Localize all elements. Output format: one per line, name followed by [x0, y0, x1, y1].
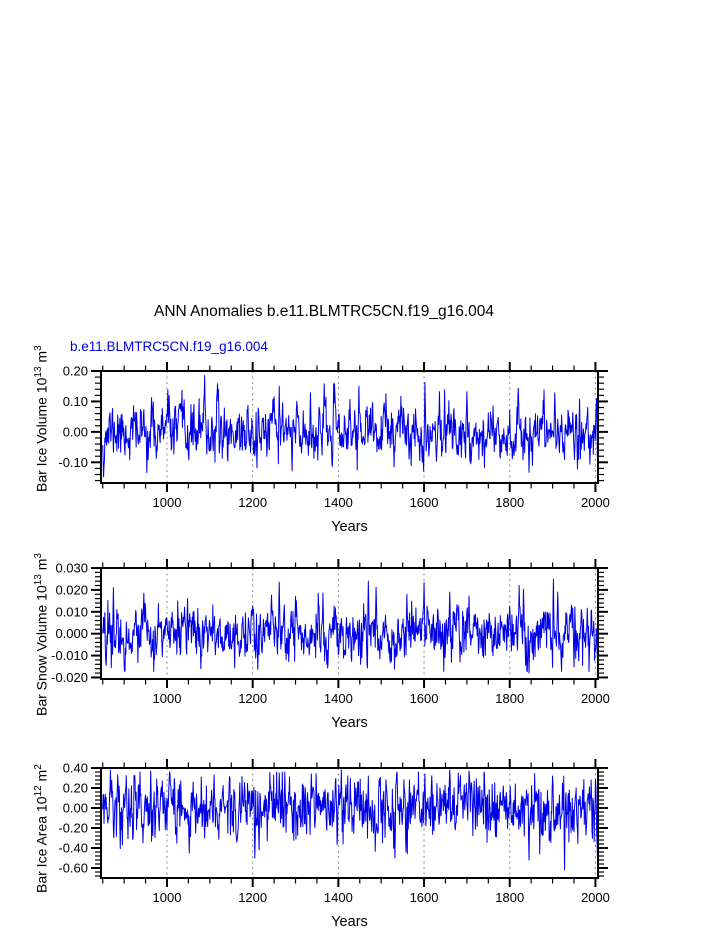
ice-area-series-line — [103, 770, 598, 870]
x-tick-label: 1000 — [152, 495, 182, 510]
y-tick-label: -0.20 — [58, 820, 88, 836]
y-tick-label: 0.20 — [62, 780, 88, 796]
legend-label: b.e11.BLMTRC5CN.f19_g16.004 — [70, 339, 268, 354]
panel-ice-volume — [58, 362, 610, 535]
panel-snow-volume — [51, 559, 610, 731]
x-tick-label: 1200 — [238, 495, 268, 510]
y-axis-title-ice-volume: Bar Ice Volume $10^{13}$ $m^3$ — [32, 344, 50, 492]
y-axis-title-snow-volume: Bar Snow Volume $10^{13}$ $m^3$ — [32, 552, 50, 716]
y-tick-label: 0.40 — [62, 760, 88, 776]
x-tick-label: 1000 — [152, 890, 182, 905]
x-tick-label: 1400 — [323, 691, 353, 706]
x-axis-title: Years — [331, 914, 368, 930]
x-gridlines — [167, 568, 595, 679]
y-tick-label: 0.00 — [62, 800, 88, 816]
x-tick-label: 1600 — [409, 495, 439, 510]
y-tick-label: 0.010 — [55, 604, 88, 620]
y-tick-label: 0.030 — [55, 560, 88, 576]
snow-volume-series-line — [103, 579, 598, 673]
x-tick-label: 2000 — [580, 890, 610, 905]
x-tick-label: 1400 — [323, 890, 353, 905]
x-tick-label: 1800 — [495, 691, 525, 706]
y-tick-label: 0.000 — [55, 626, 88, 642]
x-tick-label: 1000 — [152, 691, 182, 706]
x-tick-label: 1600 — [409, 890, 439, 905]
x-tick-label: 1200 — [238, 890, 268, 905]
y-tick-label: -0.60 — [58, 860, 88, 876]
x-tick-label: 1800 — [495, 495, 525, 510]
y-tick-label: -0.40 — [58, 840, 88, 856]
panel-ice-area — [58, 759, 610, 930]
axis-ticks — [91, 759, 608, 887]
x-tick-label: 1400 — [323, 495, 353, 510]
y-tick-label: -0.020 — [51, 669, 88, 685]
x-tick-label: 2000 — [580, 691, 610, 706]
y-tick-label: 0.10 — [62, 393, 88, 409]
x-tick-label: 2000 — [580, 495, 610, 510]
x-tick-label: 1800 — [495, 890, 525, 905]
y-tick-label: 0.020 — [55, 582, 88, 598]
x-tick-label: 1200 — [238, 691, 268, 706]
ice-volume-series-line — [103, 376, 598, 477]
y-tick-label: -0.010 — [51, 648, 88, 664]
y-tick-label: -0.10 — [58, 454, 88, 470]
axis-tick-labels — [58, 761, 610, 906]
x-tick-label: 1600 — [409, 691, 439, 706]
x-axis-title: Years — [331, 519, 368, 535]
y-axis-title-ice-area: Bar Ice Area $10^{12}$ $m^2$ — [32, 763, 50, 893]
figure-title: ANN Anomalies b.e11.BLMTRC5CN.f19_g16.004 — [153, 303, 495, 320]
y-tick-label: 0.00 — [62, 424, 88, 440]
y-tick-label: 0.20 — [62, 363, 88, 379]
x-axis-title: Years — [331, 715, 368, 731]
